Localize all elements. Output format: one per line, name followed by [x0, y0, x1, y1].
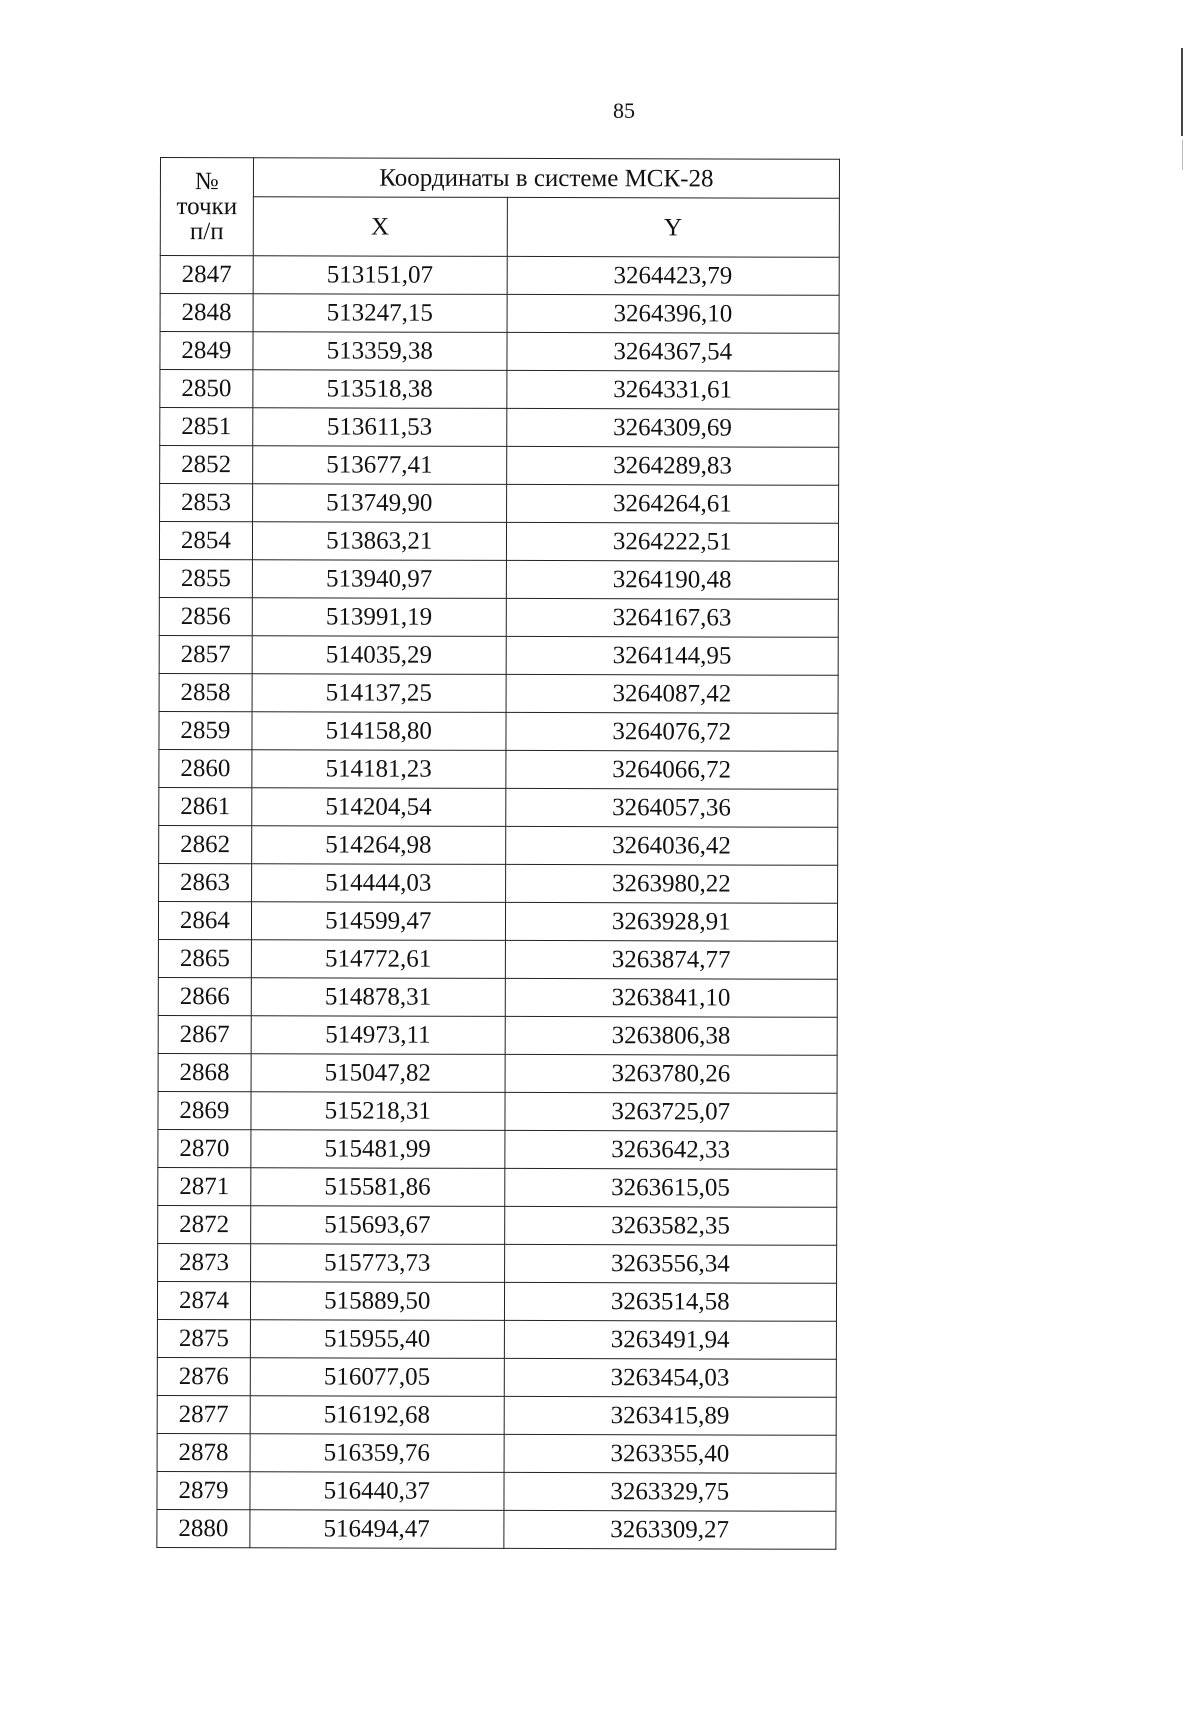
cell-point-number: 2862	[159, 825, 252, 863]
cell-y: 3264309,69	[506, 408, 839, 447]
cell-point-number: 2878	[157, 1433, 250, 1471]
cell-point-number: 2869	[158, 1091, 251, 1129]
cell-y: 3264289,83	[506, 446, 839, 485]
cell-point-number: 2857	[159, 635, 252, 673]
table-row	[158, 1129, 837, 1169]
cell-x: 515773,73	[250, 1244, 504, 1283]
cell-point-number: 2852	[160, 446, 253, 484]
cell-x: 513247,15	[253, 294, 507, 333]
cell-x: 515581,86	[251, 1168, 505, 1207]
cell-point-number: 2876	[157, 1357, 250, 1395]
cell-y: 3263582,35	[504, 1206, 837, 1245]
cell-point-number: 2859	[159, 711, 252, 749]
table-row	[158, 901, 837, 941]
cell-x: 513518,38	[253, 370, 507, 409]
table-row	[157, 1319, 836, 1359]
cell-y: 3263725,07	[504, 1092, 837, 1131]
table-row	[160, 484, 839, 524]
cell-point-number: 2858	[159, 673, 252, 711]
cell-point-number: 2879	[157, 1471, 250, 1509]
cell-x: 514137,25	[252, 674, 506, 713]
cell-y: 3264264,61	[506, 484, 839, 523]
cell-x: 513151,07	[253, 256, 507, 295]
cell-x: 513940,97	[252, 560, 506, 599]
header-point-number	[160, 158, 253, 256]
cell-point-number: 2874	[157, 1281, 250, 1319]
cell-x: 514264,98	[252, 826, 506, 865]
header-ordinal-abbr: п/п	[189, 218, 224, 246]
cell-point-number: 2868	[158, 1053, 251, 1091]
table-row	[160, 294, 839, 334]
cell-x: 515889,50	[250, 1282, 504, 1321]
cell-point-number: 2871	[158, 1167, 251, 1205]
cell-y: 3263841,10	[505, 978, 838, 1017]
cell-x: 515047,82	[251, 1054, 505, 1093]
table-row	[158, 1167, 837, 1207]
table-row	[157, 1281, 836, 1321]
cell-point-number: 2860	[159, 749, 252, 787]
table-body	[157, 256, 839, 1550]
cell-y: 3264057,36	[505, 788, 838, 827]
cell-y: 3263491,94	[504, 1320, 837, 1359]
cell-x: 513863,21	[252, 522, 506, 561]
cell-point-number: 2877	[157, 1395, 250, 1433]
table-row	[157, 1433, 836, 1473]
cell-point-number: 2866	[158, 977, 251, 1015]
cell-x: 514973,11	[251, 1016, 505, 1055]
table-row	[159, 522, 838, 562]
cell-y: 3263642,33	[504, 1130, 837, 1169]
cell-point-number: 2849	[160, 332, 253, 370]
table-row	[158, 939, 837, 979]
cell-y: 3263415,89	[504, 1396, 837, 1435]
table-row	[160, 332, 839, 372]
cell-point-number: 2847	[160, 256, 253, 294]
cell-x: 513749,90	[252, 484, 506, 523]
scan-edge-mark-faint	[1182, 140, 1183, 170]
cell-x: 516192,68	[250, 1396, 504, 1435]
table-row	[159, 787, 838, 827]
cell-x: 513677,41	[253, 446, 507, 485]
cell-point-number: 2867	[158, 1015, 251, 1053]
header-x: X	[253, 197, 507, 257]
cell-point-number: 2864	[158, 901, 251, 939]
scan-edge-mark	[1181, 48, 1183, 136]
cell-x: 514878,31	[251, 978, 505, 1017]
table-row	[159, 673, 838, 713]
table-row	[158, 1205, 837, 1245]
cell-point-number: 2865	[158, 939, 251, 977]
cell-y: 3264144,95	[506, 636, 839, 675]
cell-x: 515955,40	[250, 1320, 504, 1359]
cell-point-number: 2853	[160, 484, 253, 522]
header-point-word: точки	[176, 193, 238, 221]
table-row	[157, 1509, 836, 1549]
cell-point-number: 2875	[157, 1319, 250, 1357]
cell-x: 515218,31	[251, 1092, 505, 1131]
cell-x: 516494,47	[250, 1510, 504, 1549]
cell-x: 515693,67	[251, 1206, 505, 1245]
cell-y: 3263980,22	[505, 864, 838, 903]
cell-point-number: 2850	[160, 370, 253, 408]
table-row	[158, 977, 837, 1017]
table-row	[157, 1471, 836, 1511]
cell-point-number: 2854	[159, 522, 252, 560]
cell-x: 514444,03	[251, 864, 505, 903]
cell-x: 514204,54	[252, 788, 506, 827]
cell-y: 3263780,26	[505, 1054, 838, 1093]
cell-x: 514599,47	[251, 902, 505, 941]
cell-y: 3264066,72	[505, 750, 838, 789]
table-row	[160, 408, 839, 448]
table-row	[157, 1395, 836, 1435]
cell-y: 3264167,63	[506, 598, 839, 637]
cell-point-number: 2851	[160, 408, 253, 446]
cell-x: 516077,05	[250, 1358, 504, 1397]
cell-point-number: 2872	[158, 1205, 251, 1243]
table-header	[160, 158, 839, 258]
cell-y: 3263874,77	[505, 940, 838, 979]
cell-y: 3263454,03	[504, 1358, 837, 1397]
cell-y: 3263329,75	[503, 1472, 836, 1511]
cell-x: 514772,61	[251, 940, 505, 979]
table-row	[159, 825, 838, 865]
table-row	[159, 749, 838, 789]
header-coordinates-group: Координаты в системе МСК-28	[253, 158, 839, 199]
table-row	[159, 863, 838, 903]
cell-y: 3263615,05	[504, 1168, 837, 1207]
cell-x: 513991,19	[252, 598, 506, 637]
cell-y: 3263806,38	[505, 1016, 838, 1055]
cell-y: 3263514,58	[504, 1282, 837, 1321]
cell-y: 3263355,40	[504, 1434, 837, 1473]
cell-x: 513611,53	[253, 408, 507, 447]
table-row	[158, 1053, 837, 1093]
page-number: 85	[613, 98, 635, 123]
table-row	[159, 635, 838, 675]
cell-point-number: 2870	[158, 1129, 251, 1167]
cell-y: 3264087,42	[506, 674, 839, 713]
table-row	[160, 370, 839, 410]
coordinates-table	[156, 157, 840, 1550]
cell-y: 3264396,10	[507, 294, 840, 333]
cell-point-number: 2863	[159, 863, 252, 901]
table-row	[158, 1015, 837, 1055]
cell-y: 3264222,51	[506, 522, 839, 561]
table-row	[158, 1091, 837, 1131]
cell-point-number: 2848	[160, 294, 253, 332]
cell-y: 3263556,34	[504, 1244, 837, 1283]
table-row	[159, 559, 838, 599]
cell-y: 3264076,72	[505, 712, 838, 751]
table-row	[158, 1243, 837, 1283]
cell-point-number: 2861	[159, 787, 252, 825]
table-row	[157, 1357, 836, 1397]
table-row	[159, 711, 838, 751]
cell-x: 514181,23	[252, 750, 506, 789]
cell-point-number: 2873	[158, 1243, 251, 1281]
cell-point-number: 2856	[159, 597, 252, 635]
header-y: Y	[507, 197, 840, 257]
cell-y: 3264367,54	[506, 332, 839, 371]
cell-x: 515481,99	[251, 1130, 505, 1169]
cell-x: 513359,38	[253, 332, 507, 371]
cell-point-number: 2855	[159, 559, 252, 597]
cell-x: 516359,76	[250, 1434, 504, 1473]
table-row	[159, 597, 838, 637]
cell-y: 3264036,42	[505, 826, 838, 865]
cell-x: 514158,80	[252, 712, 506, 751]
cell-y: 3264423,79	[507, 256, 840, 295]
cell-point-number: 2880	[157, 1509, 250, 1547]
cell-x: 514035,29	[252, 636, 506, 675]
cell-y: 3263928,91	[505, 902, 838, 941]
cell-y: 3263309,27	[503, 1510, 836, 1549]
table-row	[160, 256, 839, 296]
cell-y: 3264190,48	[506, 560, 839, 599]
cell-y: 3264331,61	[506, 370, 839, 409]
header-number-sign: №	[194, 168, 219, 196]
table-row	[160, 446, 839, 486]
cell-x: 516440,37	[250, 1472, 504, 1511]
